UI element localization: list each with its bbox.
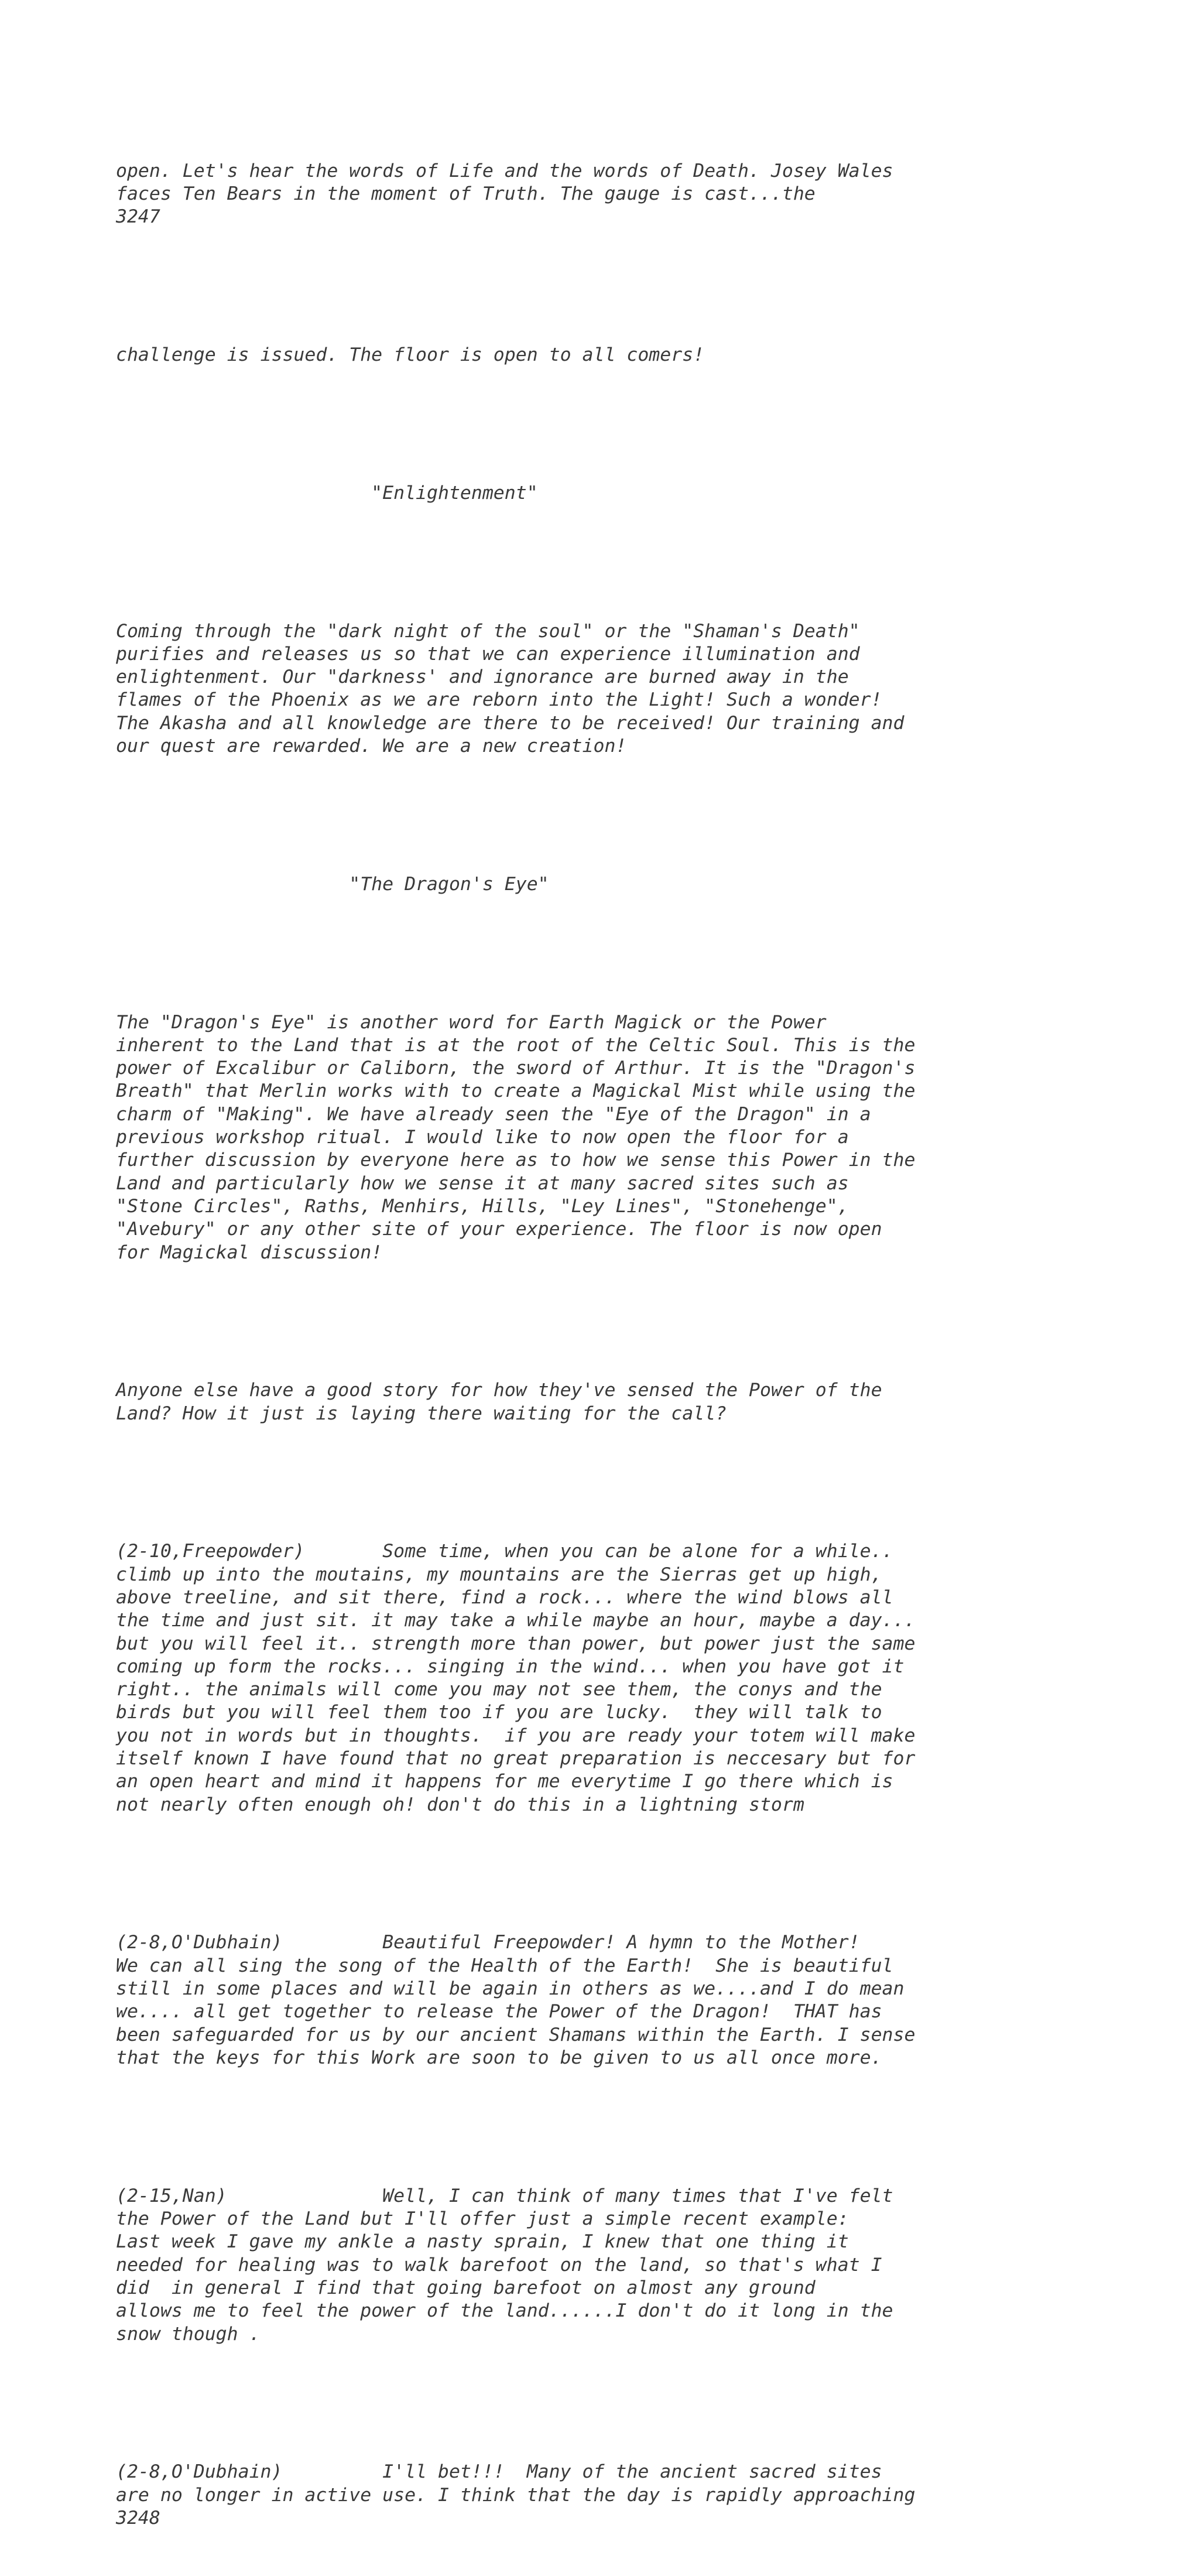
text-line: "Avebury" or any other site of your experience. The floor is now open	[116, 1219, 882, 1240]
text-line: "Stone Circles", Raths, Menhirs, Hills, "Ley Lines", "Stonehenge",	[116, 1195, 849, 1217]
spacer	[116, 551, 1123, 574]
text-line: Breath" that Merlin works with to create a Magickal Mist while using the	[116, 1080, 916, 1102]
text-line: 3248	[116, 2507, 160, 2529]
spacer	[116, 1310, 1123, 1333]
text-line: challenge is issued. The floor is open to all comers!	[116, 344, 705, 365]
spacer	[116, 413, 1123, 436]
text-line: 3247	[116, 206, 160, 228]
spacer	[116, 2392, 1123, 2414]
text-line: further discussion by everyone here as to how we sense this Power in the	[116, 1150, 916, 1171]
text-line: Coming through the "dark night of the soul" or the "Shaman's Death"	[116, 620, 860, 642]
text-line: We can all sing the song of the Health of the Earth! She is beautiful	[116, 1955, 893, 1976]
text-line: coming up form the rocks... singing in the wind... when you have got it	[116, 1655, 905, 1677]
spacer	[116, 275, 1123, 297]
text-line: still in some places and will be again in others as we....and I do mean	[116, 1978, 905, 2000]
text-line: the Power of the Land but I'll offer just a simple recent example:	[116, 2208, 849, 2230]
text-line: snow though .	[116, 2323, 261, 2345]
text-line: that the keys for this Work are soon to be given to us all once more.	[116, 2047, 882, 2068]
freepowder-post	[116, 1540, 1123, 1816]
text-line: not nearly often enough oh! don't do this in a lightning storm	[116, 1794, 804, 1815]
text-line: been safeguarded for us by our ancient Shamans within the Earth. I sense	[116, 2024, 916, 2045]
text-line: birds but you will feel them too if you are lucky. they will talk to	[116, 1702, 882, 1723]
text-line: (2-8,O'Dubhain) I'll bet!!! Many of the ancient sacred sites	[116, 2461, 882, 2483]
spacer	[116, 1472, 1123, 1494]
odubhain-post-2	[116, 2461, 1123, 2530]
text-line: for Magickal discussion!	[116, 1241, 383, 1263]
text-line: allows me to feel the power of the land......I don't do it long in the	[116, 2300, 893, 2322]
text-line: above treeline, and sit there, find a rock... where the wind blows all	[116, 1587, 893, 1608]
text-line: Last week I gave my ankle a nasty sprain, I knew that one thing it	[116, 2231, 849, 2253]
nan-post	[116, 2185, 1123, 2346]
text-line: Land and particularly how we sense it at many sacred sites such as	[116, 1172, 849, 1194]
anyone-paragraph	[116, 1379, 1123, 1425]
text-line: open. Let's hear the words of Life and the words of Death. Josey Wales	[116, 160, 893, 182]
heading-dragons-eye: "The Dragon's Eye"	[116, 873, 549, 895]
text-line: but you will feel it.. strength more than power, but power just the same	[116, 1633, 916, 1654]
text-line: we.... all get together to release the Power of the Dragon! THAT has	[116, 2001, 882, 2023]
text-line: purifies and releases us so that we can experience illumination and	[116, 643, 860, 665]
challenge-paragraph	[116, 344, 1123, 367]
text-line: needed for healing was to walk barefoot on the land, so that's what I	[116, 2254, 882, 2276]
text-line: Land? How it just is laying there waiting for the call?	[116, 1402, 727, 1424]
text-line: Anyone else have a good story for how they've sensed the Power of the	[116, 1380, 882, 1401]
text-line: itself known I have found that no great preparation is neccesary but for	[116, 1748, 916, 1770]
text-line: are no longer in active use. I think that the day is rapidly approaching	[116, 2484, 916, 2506]
text-line: did in general I find that going barefoot on almost any ground	[116, 2277, 816, 2298]
text-line: you not in words but in thoughts. if you are ready your totem will make	[116, 1725, 916, 1746]
text-line: The Akasha and all knowledge are there to be received! Our training and	[116, 712, 905, 734]
spacer	[116, 2116, 1123, 2139]
spacer	[116, 942, 1123, 965]
intro-paragraph	[116, 160, 1123, 229]
heading-enlightenment: "Enlightenment"	[116, 482, 538, 504]
text-line: climb up into the moutains, my mountains are the Sierras get up high,	[116, 1564, 882, 1585]
text-line: right.. the animals will come you may not see them, the conys and the	[116, 1679, 882, 1701]
text-line: an open heart and mind it happens for me everytime I go there which is	[116, 1771, 893, 1792]
page-text	[116, 114, 1123, 2576]
text-line: The "Dragon's Eye" is another word for Earth Magick or the Power	[116, 1011, 827, 1033]
text-line: (2-10,Freepowder) Some time, when you can be alone for a while..	[116, 1541, 893, 1562]
dragons-eye-paragraph	[116, 1011, 1123, 1264]
text-line: flames of the Phoenix as we are reborn into the Light! Such a wonder!	[116, 689, 882, 711]
text-line: (2-15,Nan) Well, I can think of many times that I've felt	[116, 2185, 893, 2206]
odubhain-post-1	[116, 1931, 1123, 2069]
text-line: previous workshop ritual. I would like to now open the floor for a	[116, 1127, 849, 1148]
text-line: power of Excalibur or Caliborn, the sword of Arthur. It is the "Dragon's	[116, 1058, 916, 1079]
spacer	[116, 804, 1123, 827]
text-line: the time and just sit. it may take a while maybe an hour, maybe a day...	[116, 1610, 916, 1631]
spacer	[116, 1863, 1123, 1886]
text-line: our quest are rewarded. We are a new creation!	[116, 735, 627, 757]
text-line: inherent to the Land that is at the root of the Celtic Soul. This is the	[116, 1034, 916, 1056]
enlightenment-paragraph	[116, 620, 1123, 758]
text-line: charm of "Making". We have already seen the "Eye of the Dragon" in a	[116, 1103, 871, 1125]
text-line: (2-8,O'Dubhain) Beautiful Freepowder! A hymn to the Mother!	[116, 1932, 860, 1954]
text-line: faces Ten Bears in the moment of Truth. The gauge is cast...the	[116, 183, 816, 204]
text-line: enlightenment. Our "darkness' and ignorance are burned away in the	[116, 666, 849, 688]
